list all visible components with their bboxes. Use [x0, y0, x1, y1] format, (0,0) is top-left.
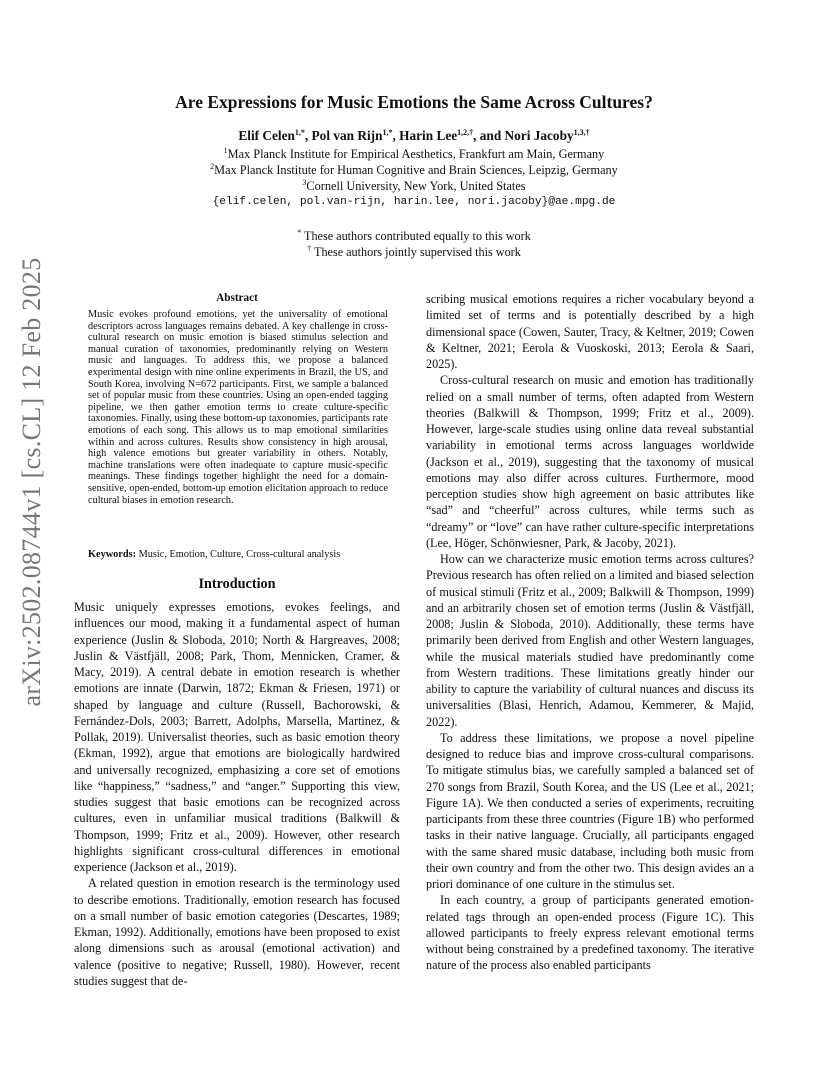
affiliation-text: Cornell University, New York, United States: [306, 179, 526, 193]
author-name: Harin Lee: [399, 128, 458, 143]
author-note: [0, 245, 828, 260]
note-text: These authors jointly supervised this work: [311, 245, 521, 259]
affiliation: [0, 179, 828, 194]
paragraph: To address these limitations, we propose a novel pipeline designed to reduce bias and improve cross-cultural comparisons. To mitigate stimulus bias, we carefully sampled a balanced set of 270 songs from Brazil, South Korea, and the US (Lee et al., 2021; Figure 1A). We then conducted a series of experiments, recruiting participants from these three countries (Figure 1B) who performed tasks in their native language. Crucially, all participants engaged with the same shared music database, including both music from their own country and from the other two. This design avides an a priori dominance of one culture in the stimulus set.: [426, 730, 754, 891]
paper-title: Are Expressions for Music Emotions the Same Across Cultures?: [175, 92, 653, 112]
author-list: [0, 128, 828, 144]
author-sup: 1,*: [382, 128, 393, 137]
section-heading-introduction: Introduction: [198, 576, 276, 592]
paragraph: Cross-cultural research on music and emotion has traditionally relied on a small number of terms, often adapted from Western theories (Balkwill & Thompson, 1999; Fritz et al., 2009). However, large-scale studies using online data reveal substantial variability in emotional terms across languages worldwide (Jackson et al., 2019), suggesting that the taxonomy of musical emotions may also differ across cultures. Furthermore, mood perception studies show high agreement on basic attributes like “sad” and “cheerful” across cultures, while terms such as “dreamy” or “love” can have rather culture-specific interpretations (Lee, Höger, Schönwiesner, Park, & Jacoby, 2021).: [426, 373, 754, 550]
paragraph: In each country, a group of participants generated emotion-related tags through an open-ended process (Figure 1C). This allowed participants to freely express relevant emotional terms without being constrained by a predefined taxonomy. The iterative nature of the process also enabled participants: [426, 893, 754, 973]
author-separator: ,: [392, 128, 400, 143]
affiliation-text: Max Planck Institute for Empirical Aesthetics, Frankfurt am Main, Germany: [227, 147, 605, 161]
affiliation-text: Max Planck Institute for Human Cognitive and Brain Sciences, Leipzig, Germany: [214, 163, 618, 177]
paragraph: scribing musical emotions requires a richer vocabulary beyond a limited set of terms and is potentially described by a high dimensional space (Cowen, Sauter, Tracy, & Keltner, 2019; Cowen & Keltner, 2021; Eerola & Vuoskoski, 2013; Eerola & Saari, 2025).: [426, 292, 754, 371]
keywords: [88, 549, 398, 560]
affiliation-sup: 2: [210, 162, 215, 171]
author-separator: , and: [473, 128, 505, 143]
paragraph: A related question in emotion research is the terminology used to describe emotions. Traditionally, emotion research has focused on a small number of basic emotion categories (Descartes, 1989; Ekman, 1992). Additionally, emotions have been proposed to exist along dimensions such as arousal (emotional activation) and valence (positive to negative; Russell, 1980). However, recent studies suggest that de-: [74, 876, 400, 988]
author-emails: {elif.celen, pol.van-rijn, harin.lee, nori.jacoby}@ae.mpg.de: [212, 196, 616, 208]
author-name: Elif Celen: [238, 128, 295, 143]
abstract-heading: Abstract: [216, 292, 258, 304]
affiliation: [0, 163, 828, 178]
affiliation: [0, 147, 828, 162]
left-column-body: [74, 599, 400, 989]
right-column-body: [426, 291, 754, 974]
author-separator: ,: [304, 128, 312, 143]
keywords-list: Music, Emotion, Culture, Cross-cultural analysis: [136, 549, 341, 560]
abstract-text: Music evokes profound emotions, yet the universality of emotional descriptors across languages remains debated. A key challenge in cross-cultural research on music emotion is biased stimulus selection and manual curation of taxonomies, predominantly relying on Western music and languages. To address this, we propose a balanced experimental design with nine online experiments in Brazil, the US, and South Korea, involving N=672 participants. First, we sample a balanced set of popular music from these countries. Using an open-ended tagging pipeline, we then gather emotion terms to create culture-specific taxonomies. Finally, using these bottom-up taxonomies, participants rate emotions of each song. This allows us to map emotional similarities within and across cultures. Results show consistency in high arousal, high valence emotions but greater variability in others. Notably, machine translations were often inadequate to capture music-specific meanings. These findings together highlight the need for a domain-sensitive, open-ended, bottom-up emotion elicitation approach to reduce cultural biases in emotion research.: [88, 309, 388, 506]
note-sup: *: [297, 228, 302, 237]
author-note: [0, 229, 828, 244]
author-name: Pol van Rijn: [311, 128, 383, 143]
author-name: Nori Jacoby: [504, 128, 574, 143]
author-sup: 1,*: [294, 128, 305, 137]
keywords-label: Keywords:: [88, 549, 137, 560]
note-text: These authors contributed equally to this work: [301, 229, 531, 243]
author-sup: 1,3,†: [573, 128, 590, 137]
affiliation-sup: 3: [302, 178, 307, 187]
paragraph: Music uniquely expresses emotions, evokes feelings, and influences our mood, making it a fundamental aspect of human experience (Juslin & Sloboda, 2010; North & Hargreaves, 2008; Juslin & Västfjäll, 2008; Park, Thom, Mennicken, Cramer, & Macy, 2019). A central debate in emotion research is whether emotions are innate (Darwin, 1872; Ekman & Friesen, 1971) or shaped by language and culture (Russell, Bachorowski, & Fernández-Dols, 2003; Barrett, Adolphs, Marsella, Martinez, & Pollak, 2019). Universalist theories, such as basic emotion theory (Ekman, 1992), argue that emotions are biologically hardwired and universally recognized, emphasizing a core set of emotions like “happiness,” “sadness,” and “anger.” Supporting this view, studies suggest that basic emotions can be recognized across cultures, even in unfamiliar musical traditions (Balkwill & Thompson, 1999; Fritz et al., 2009). However, other research highlights significant cross-cultural differences in emotional experience (Jackson et al., 2019).: [74, 600, 400, 874]
arxiv-identifier: [10, 257, 54, 707]
paragraph: How can we characterize music emotion terms across cultures? Previous research has often relied on a limited and biased selection of musical stimuli (Fritz et al., 2009; Balkwill & Thompson, 1999) and an arbitrarily chosen set of emotion terms (Juslin & Västfjäll, 2008; Juslin & Sloboda, 2010). Additionally, these terms have primarily been derived from English and other Western languages, while the musical materials studied have predominantly come from Western traditions. These limitations greatly hinder our ability to capture the variability of cultural nuances and discuss its universalities (Blasi, Henrich, Adamou, Kemmerer, & Majid, 2022).: [426, 552, 754, 729]
arxiv-identifier-text: arXiv:2502.08744v1 [cs.CL] 12 Feb 2025: [17, 257, 46, 707]
author-sup: 1,2,†: [457, 128, 474, 137]
affiliation-sup: 1: [223, 146, 228, 155]
note-sup: †: [307, 244, 312, 253]
